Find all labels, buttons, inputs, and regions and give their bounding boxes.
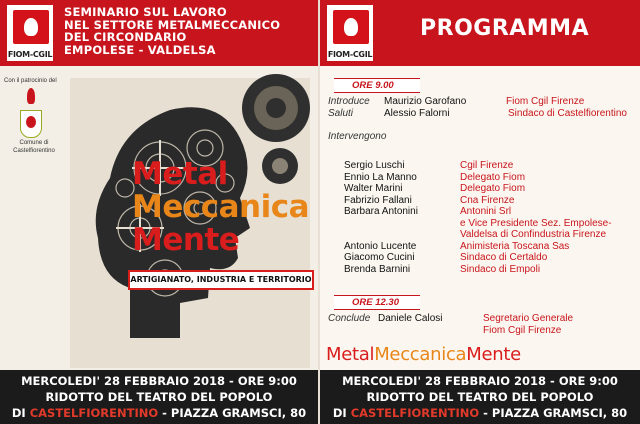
speaker-org: Sindaco di Castelfiorentino [508, 107, 627, 119]
flyer-cover [0, 0, 318, 424]
time-badge: ORE 12.30 [334, 295, 420, 310]
logo-label: FIOM-CGIL [7, 50, 53, 59]
speaker-name: Giacomo Cucini [344, 252, 415, 263]
time-badge: ORE 9.00 [334, 78, 420, 93]
event-date: MERCOLEDI' 28 FEBBRAIO 2018 - ORE 9:00 [342, 374, 618, 388]
speaker-org: Fiom Cgil Firenze [506, 96, 585, 107]
speaker-name: Brenda Barnini [344, 263, 411, 275]
fist-flag-icon [333, 10, 369, 44]
title-line: EMPOLESE - VALDELSA [64, 42, 216, 57]
speaker-name: Barbara Antonini [344, 206, 418, 217]
title-line: NEL SETTORE METALMECCANICO [64, 17, 281, 32]
patron-label: Con il patrocinio del [4, 78, 57, 84]
speaker-org: Fiom Cgil Firenze [483, 324, 562, 336]
title-word-mente: Mente [132, 222, 240, 258]
speaker-name: Alessio Falorni [384, 107, 450, 119]
speaker-org: Animisteria Toscana Sas [460, 240, 570, 252]
speaker-org: Segretario Generale [483, 313, 574, 324]
role-label: Saluti [328, 107, 354, 119]
speaker-org: Delegato Fiom [460, 171, 526, 183]
speaker-org: Sindaco di Certaldo [460, 252, 548, 263]
section-label: Intervengono [328, 131, 387, 142]
event-address [0, 405, 318, 421]
address-town: CASTELFIORENTINO [29, 406, 159, 420]
title-line: DEL CIRCONDARIO [64, 30, 187, 44]
speaker-name: Fabrizio Fallani [344, 194, 412, 206]
event-info-bar [0, 370, 318, 424]
metalmeccanicamente-wordmark [326, 344, 521, 365]
wordmark-part: Metal [326, 344, 375, 365]
fist-flag-icon [13, 10, 49, 44]
speaker-org: Delegato Fiom [460, 183, 526, 194]
role-label: Conclude [328, 313, 371, 324]
patron-name-line: Castelfiorentino [13, 148, 55, 154]
speaker-org: Sindaco di Empoli [460, 263, 541, 275]
speaker-org: Cna Firenze [460, 194, 515, 206]
speaker-name: Maurizio Garofano [384, 96, 467, 107]
seminar-title [64, 6, 314, 56]
speaker-name: Daniele Calosi [378, 313, 443, 324]
speaker-org: Cgil Firenze [460, 160, 514, 171]
fiom-cgil-logo [326, 4, 374, 62]
title-word-metal: Metal [132, 156, 228, 192]
speaker-name: Sergio Luschi [344, 160, 405, 171]
event-date: MERCOLEDI' 28 FEBBRAIO 2018 - ORE 9:00 [21, 374, 297, 388]
title-word-meccanica: Meccanica [132, 189, 310, 225]
speaker-org: Antonini Srl [460, 206, 512, 217]
wordmark-part: Mente [466, 344, 521, 365]
event-info-bar [320, 370, 640, 424]
speaker-org: Valdelsa di Confindustria Firenze [460, 229, 607, 240]
address-town: CASTELFIORENTINO [350, 406, 480, 420]
program-title: PROGRAMMA [420, 16, 590, 41]
address-prefix: DI [332, 406, 351, 420]
speaker-name: Ennio La Manno [344, 171, 417, 183]
speaker-org: e Vice Presidente Sez. Empolese- [460, 217, 612, 229]
title-line: SEMINARIO SUL LAVORO [64, 5, 227, 19]
gear-cluster-icon [236, 68, 318, 188]
florence-lily-icon [22, 88, 40, 106]
event-address [320, 405, 640, 421]
address-prefix: DI [11, 406, 30, 420]
speaker-name: Antonio Lucente [344, 240, 417, 252]
event-venue: RIDOTTO DEL TEATRO DEL POPOLO [366, 390, 594, 404]
tagline: ARTIGIANATO, INDUSTRIA E TERRITORIO [128, 270, 314, 290]
address-street: - PIAZZA GRAMSCI, 80 [479, 406, 628, 420]
speaker-name: Walter Marini [344, 183, 403, 194]
flyer-program [320, 0, 640, 424]
municipality-crest-icon [20, 110, 42, 138]
patronage-block [4, 78, 64, 154]
role-label: Introduce [328, 96, 370, 107]
logo-label: FIOM-CGIL [327, 50, 373, 59]
header-bar [0, 0, 318, 66]
fiom-cgil-logo [6, 4, 54, 62]
patron-name-line: Comune di [19, 140, 49, 146]
wordmark-part: Meccanica [374, 344, 467, 365]
event-venue: RIDOTTO DEL TEATRO DEL POPOLO [45, 390, 273, 404]
address-street: - PIAZZA GRAMSCI, 80 [158, 406, 307, 420]
header-bar [320, 0, 640, 66]
